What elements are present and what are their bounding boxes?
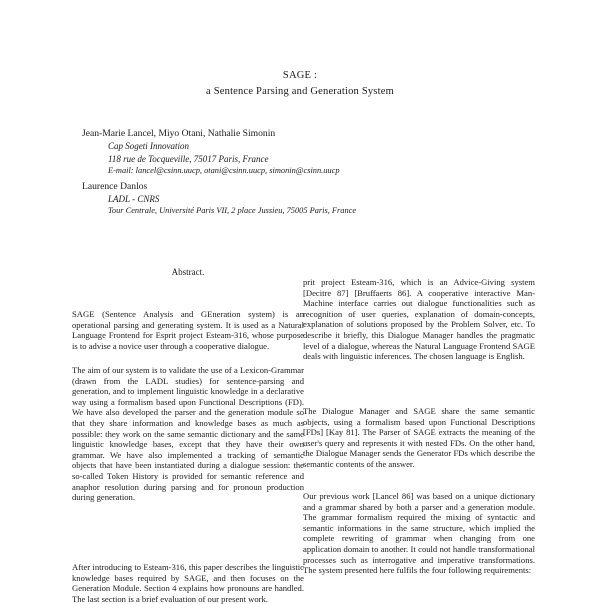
affiliation-address-group2: Tour Centrale, Université Paris VII, 2 place Jussieu, 75005 Paris, France [108,206,357,215]
abstract-paragraph-1: SAGE (Sentence Analysis and GEneration system) is an operational parsing and generating system. It is used as a Natural Language Frontend for Esprit project Esteam-316, whose purpose is to advise a novice user through a cooperative dialogue. [72,309,304,351]
abstract-paragraph-3: After introducing to Esteam-316, this paper describes the linguistic knowledge bases required by SAGE, and then focuses on the Generation Module. Section 4 explains how pronouns are handled. The last section is a brief evaluation of our present work. [72,562,304,604]
affiliation-email-group1: E-mail: lancel@csinn.uucp, otani@csinn.uucp, simonin@csinn.uucp [108,166,340,175]
author-names-group1: Jean-Marie Lancel, Miyo Otani, Nathalie Simonin [82,128,276,139]
paper-title-line1: SAGE : [282,70,318,81]
right-paragraph-2: The Dialogue Manager and SAGE share the same semantic objects, using a formalism based upon Functional Descriptions [FDs] [Kay 81]. The Parser of SAGE extracts the meaning of the user's query and represents it with nested FDs. On the other hand, the Dialogue Manager sends the Generator FDs which describe the semantic contents of the answer. [303,406,535,469]
paper-title-line2: a Sentence Parsing and Generation System [206,86,394,97]
affiliation-org-group2: LADL - CNRS [108,194,160,204]
affiliation-org-group1: Cap Sogeti Innovation [108,141,189,151]
author-names-group2: Laurence Danlos [82,181,148,192]
abstract-heading: Abstract. [171,267,205,277]
right-paragraph-3: Our previous work [Lancel 86] was based on a unique dictionary and a grammar shared by both a parser and a generation module. The grammar formalism required the mixing of syntactic and semantic informations in the same structure, which implied the complete rewriting of grammar when changing from one application domain to another. It could not handle transformational processes such as interrogative and imperative transformations. The system presented here fulfils the four following requirements: [303,491,535,576]
abstract-paragraph-2: The aim of our system is to validate the use of a Lexicon-Grammar (drawn from the LADL studies) for sentence-parsing and generation, and to implement linguistic knowledge in a declarative way using a formalism based upon Functional Descriptions (FD). We have also developed the parser and the generation module so that they share information and knowledge bases as much as possible: they work on the same semantic dictionary and the same linguistic knowledge bases, except that they have their own grammar. We have also implemented a tracking of semantic objects that have been instantiated during a dialogue session: the so-called Token History is provided for semantic reference and anaphor resolution during parsing and for pronoun production during generation. [72,365,304,503]
right-paragraph-1: prit project Esteam-316, which is an Advice-Giving system [Decitre 87] [Bruffaerts 86]. A cooperative interactive Man-Machine interface carries out dialogue functionalities such as recognition of user queries, explanation of domain-concepts, explanation of solutions proposed by the Problem Solver, etc. To describe it briefly, this Dialogue Manager handles the pragmatic level of a dialogue, whereas the Natural Language Frontend SAGE deals with linguistic inferences. The chosen language is English. [303,277,535,362]
affiliation-address-group1: 118 rue de Tocqueville, 75017 Paris, France [108,154,269,164]
